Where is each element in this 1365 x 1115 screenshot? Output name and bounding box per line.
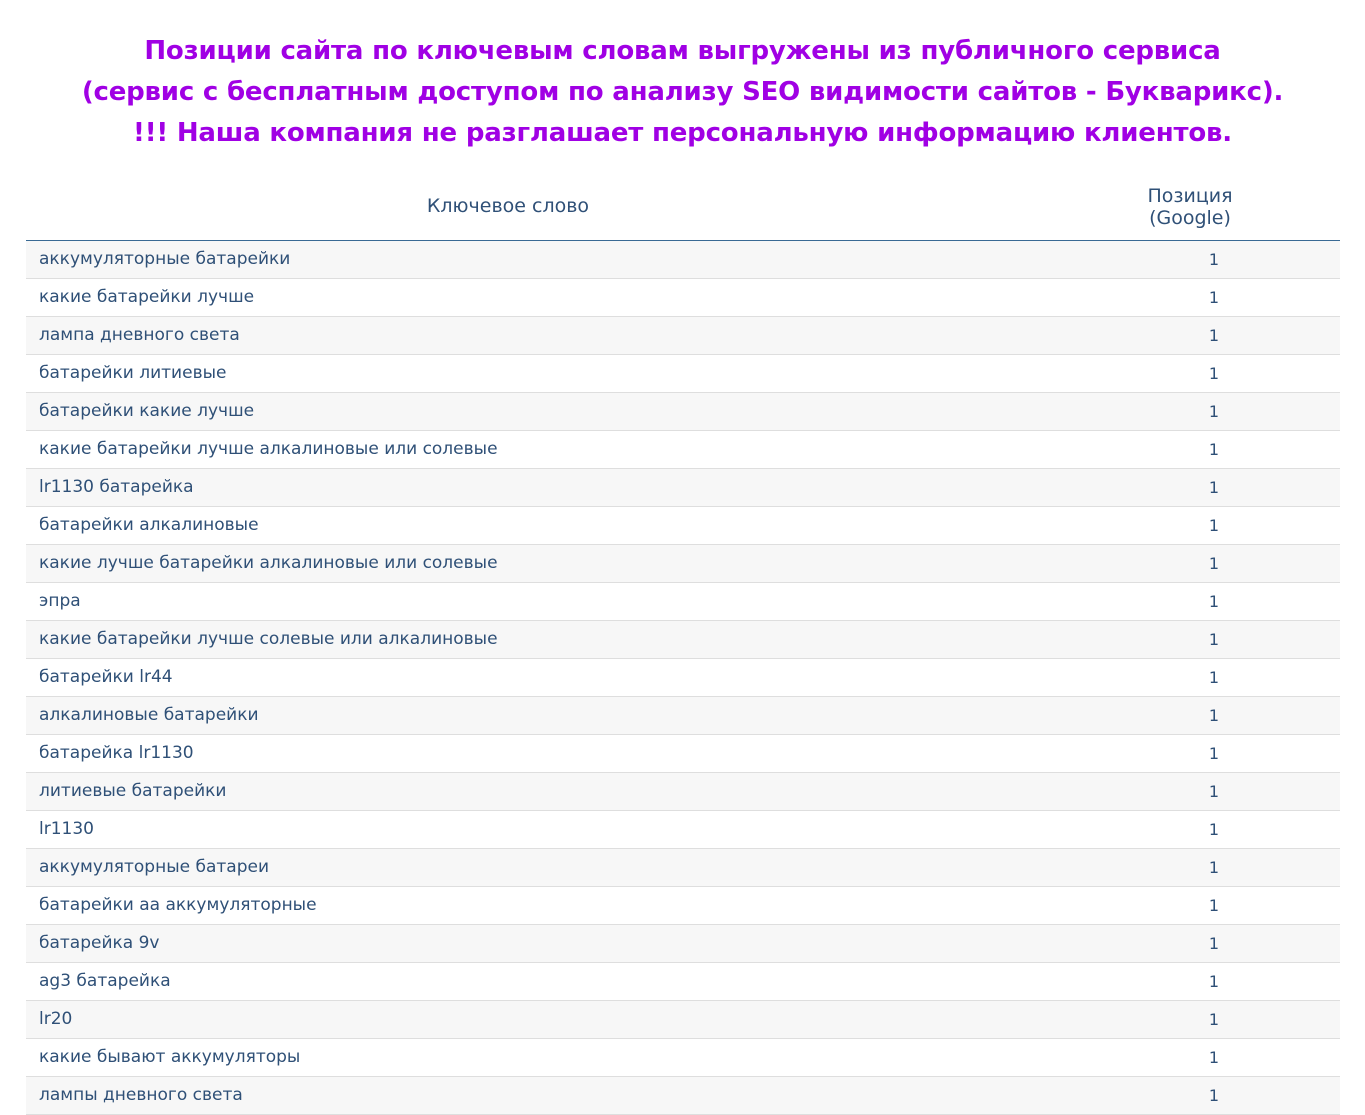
keyword-cell: батарейка 9v bbox=[39, 933, 160, 953]
table-row bbox=[26, 469, 1340, 507]
position-cell: 1 bbox=[1208, 972, 1220, 991]
position-cell: 1 bbox=[1208, 630, 1220, 649]
position-cell: 1 bbox=[1208, 858, 1220, 877]
keyword-cell: какие бывают аккумуляторы bbox=[39, 1047, 301, 1067]
keyword-cell: эпра bbox=[39, 591, 81, 611]
position-cell: 1 bbox=[1208, 364, 1220, 383]
keyword-cell: батарейки литиевые bbox=[39, 363, 227, 383]
keyword-cell: аккумуляторные батарейки bbox=[39, 249, 291, 269]
table-row bbox=[26, 1001, 1340, 1039]
keyword-cell: лампа дневного света bbox=[39, 325, 240, 345]
position-cell: 1 bbox=[1208, 706, 1220, 725]
column-header-position-line-2: (Google) bbox=[1149, 207, 1231, 229]
position-cell: 1 bbox=[1208, 668, 1220, 687]
keyword-cell: литиевые батарейки bbox=[39, 781, 227, 801]
heading-line-2: (сервис с бесплатным доступом по анализу SEO видимости сайтов - Букварикс). bbox=[81, 77, 1284, 107]
position-cell: 1 bbox=[1208, 1086, 1220, 1105]
column-header-keyword[interactable]: Ключевое слово bbox=[426, 195, 590, 217]
position-cell: 1 bbox=[1208, 440, 1220, 459]
keyword-cell: lr1130 батарейка bbox=[39, 477, 194, 497]
keyword-cell: батарейки какие лучше bbox=[39, 401, 255, 421]
position-cell: 1 bbox=[1208, 402, 1220, 421]
keyword-cell: lr20 bbox=[39, 1009, 73, 1029]
table-row bbox=[26, 1077, 1340, 1115]
position-cell: 1 bbox=[1208, 250, 1220, 269]
table-row bbox=[26, 241, 1340, 279]
position-cell: 1 bbox=[1208, 782, 1220, 801]
position-cell: 1 bbox=[1208, 934, 1220, 953]
table-row bbox=[26, 811, 1340, 849]
table-row bbox=[26, 963, 1340, 1001]
table-header bbox=[26, 178, 1340, 241]
table-row bbox=[26, 583, 1340, 621]
keyword-cell: алкалиновые батарейки bbox=[39, 705, 259, 725]
position-cell: 1 bbox=[1208, 554, 1220, 573]
position-cell: 1 bbox=[1208, 326, 1220, 345]
column-header-position[interactable] bbox=[1092, 185, 1288, 229]
heading-line-1: Позиции сайта по ключевым словам выгружены из публичного сервиса bbox=[144, 36, 1221, 66]
position-cell: 1 bbox=[1208, 288, 1220, 307]
keyword-cell: ag3 батарейка bbox=[39, 971, 171, 991]
table-row bbox=[26, 507, 1340, 545]
keyword-cell: аккумуляторные батареи bbox=[39, 857, 270, 877]
position-cell: 1 bbox=[1208, 592, 1220, 611]
table-row bbox=[26, 773, 1340, 811]
table-row bbox=[26, 393, 1340, 431]
keyword-cell: батарейки аа аккумуляторные bbox=[39, 895, 317, 915]
table-row bbox=[26, 887, 1340, 925]
table-row bbox=[26, 925, 1340, 963]
position-cell: 1 bbox=[1208, 1048, 1220, 1067]
table-row bbox=[26, 849, 1340, 887]
keyword-cell: батарейки алкалиновые bbox=[39, 515, 259, 535]
table-body bbox=[26, 241, 1340, 1115]
table-row bbox=[26, 545, 1340, 583]
position-cell: 1 bbox=[1208, 1010, 1220, 1029]
table-row bbox=[26, 697, 1340, 735]
keyword-cell: какие батарейки лучше алкалиновые или солевые bbox=[39, 439, 498, 459]
table-row bbox=[26, 621, 1340, 659]
table-row bbox=[26, 659, 1340, 697]
page-heading bbox=[0, 31, 1365, 154]
keyword-cell: лампы дневного света bbox=[39, 1085, 243, 1105]
table-row bbox=[26, 355, 1340, 393]
table-row bbox=[26, 279, 1340, 317]
table-row bbox=[26, 1039, 1340, 1077]
position-cell: 1 bbox=[1208, 744, 1220, 763]
position-cell: 1 bbox=[1208, 516, 1220, 535]
keyword-cell: какие лучше батарейки алкалиновые или солевые bbox=[39, 553, 498, 573]
heading-line-3: !!! Наша компания не разглашает персональную информацию клиентов. bbox=[133, 118, 1232, 148]
table-row bbox=[26, 317, 1340, 355]
position-cell: 1 bbox=[1208, 478, 1220, 497]
table-row bbox=[26, 431, 1340, 469]
position-cell: 1 bbox=[1208, 820, 1220, 839]
keyword-cell: lr1130 bbox=[39, 819, 94, 839]
keyword-cell: батарейка lr1130 bbox=[39, 743, 194, 763]
keyword-positions-table bbox=[26, 178, 1340, 1115]
keyword-cell: батарейки lr44 bbox=[39, 667, 173, 687]
table-row bbox=[26, 735, 1340, 773]
position-cell: 1 bbox=[1208, 896, 1220, 915]
keyword-cell: какие батарейки лучше солевые или алкалиновые bbox=[39, 629, 498, 649]
keyword-cell: какие батарейки лучше bbox=[39, 287, 255, 307]
column-header-position-line-1: Позиция bbox=[1147, 185, 1233, 207]
